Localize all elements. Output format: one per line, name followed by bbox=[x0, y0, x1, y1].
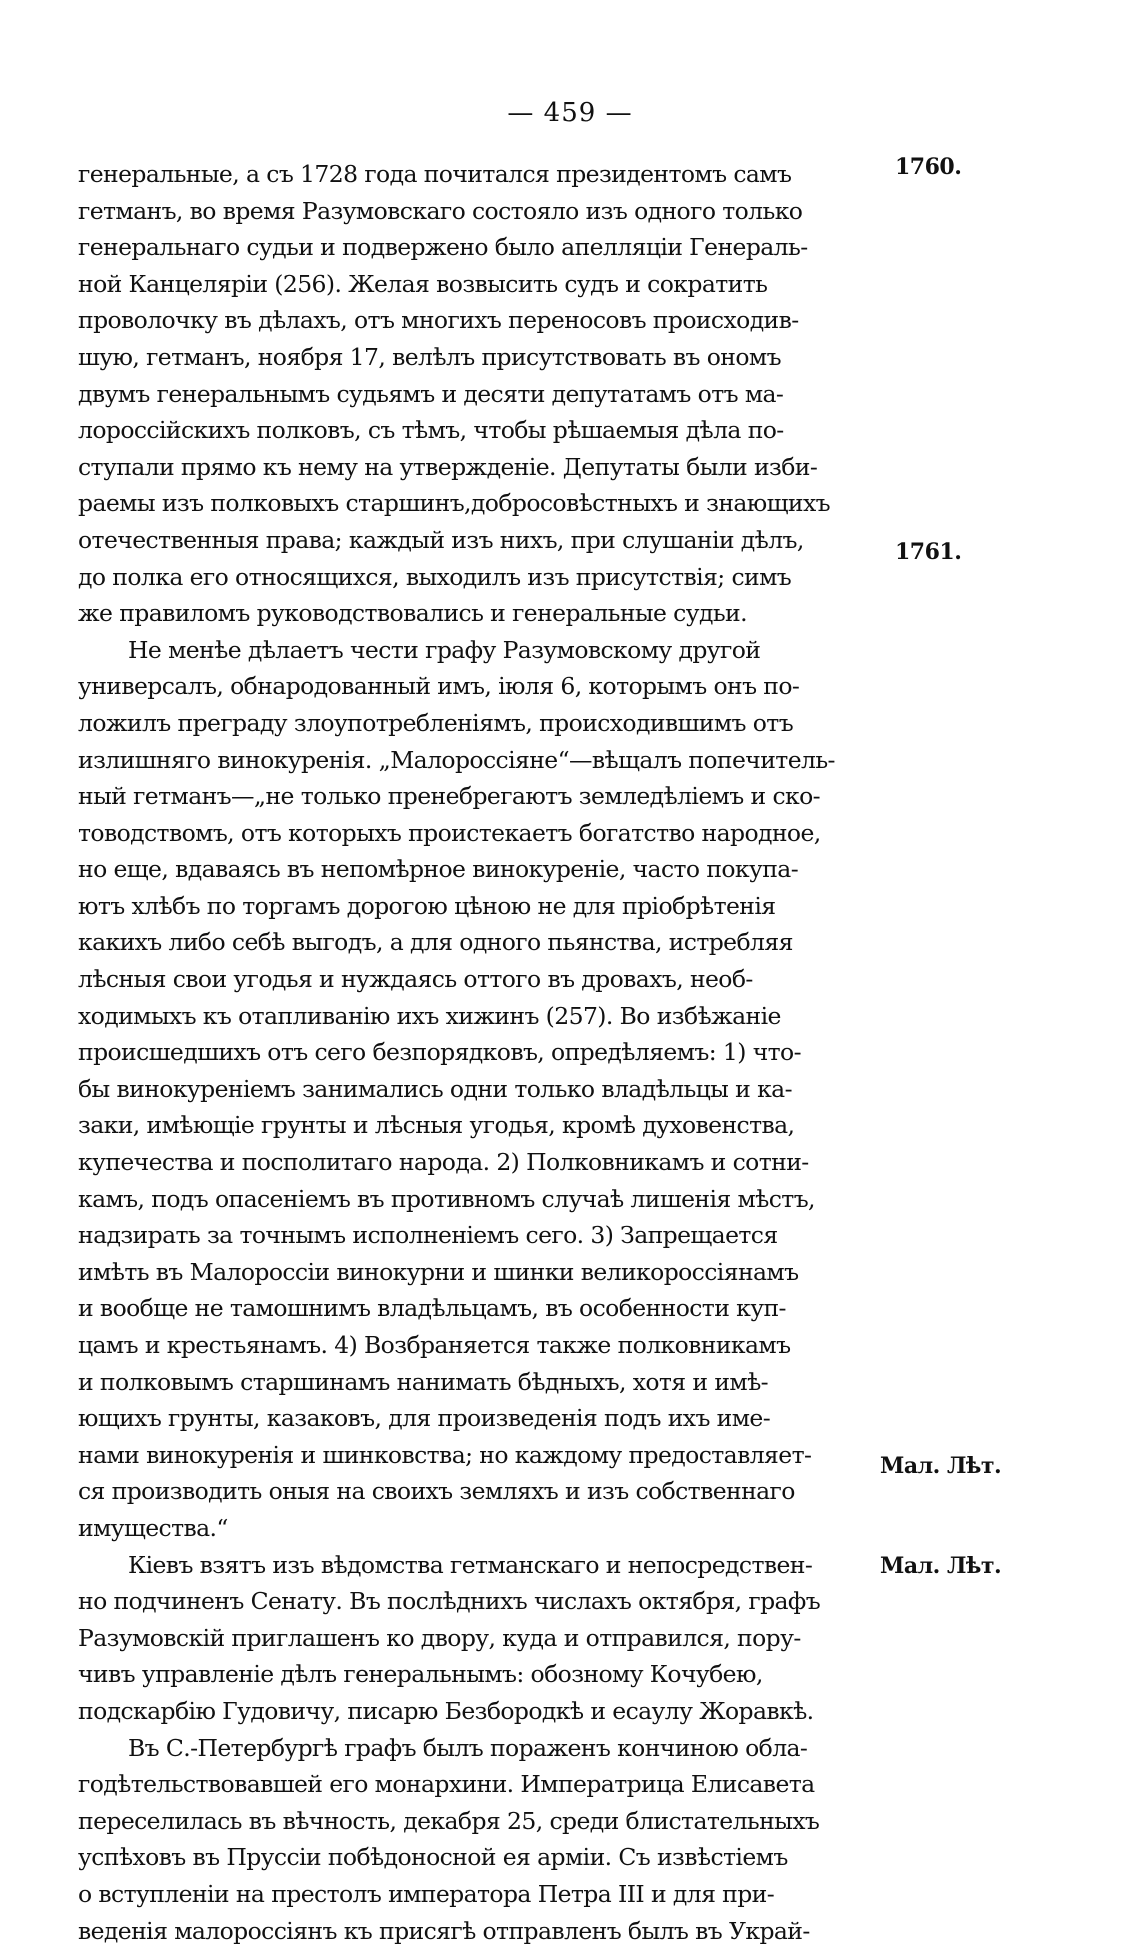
text-line: ный гетманъ—„не только пренебрегаютъ земледѣліемъ и ско- bbox=[78, 778, 858, 815]
text-line: универсалъ, обнародованный имъ, іюля 6, которымъ онъ по- bbox=[78, 668, 858, 705]
margin-year-1761: 1761. bbox=[895, 539, 961, 565]
text-line: какихъ либо себѣ выгодъ, а для одного пьянства, истребляя bbox=[78, 924, 858, 961]
text-line: цамъ и крестьянамъ. 4) Возбраняется также полковникамъ bbox=[78, 1327, 858, 1364]
margin-year-1760: 1760. bbox=[895, 154, 961, 180]
paragraph-start-line: Не менѣе дѣлаетъ чести графу Разумовскому другой bbox=[78, 632, 858, 669]
text-line: проволочку въ дѣлахъ, отъ многихъ переносовъ происходив- bbox=[78, 302, 858, 339]
text-line: же правиломъ руководствовались и генеральные судьи. bbox=[78, 595, 858, 632]
text-line: раемы изъ полковыхъ старшинъ,добросовѣстныхъ и знающихъ bbox=[78, 485, 858, 522]
text-line: ходимыхъ къ отапливанію ихъ хижинъ (257). Во избѣжаніе bbox=[78, 998, 858, 1035]
text-line: купечества и посполитаго народа. 2) Полковникамъ и сотни- bbox=[78, 1144, 858, 1181]
text-line: ся производить оныя на своихъ земляхъ и изъ собственнаго bbox=[78, 1473, 858, 1510]
text-line: успѣховъ въ Пруссіи побѣдоносной ея арміи. Съ извѣстіемъ bbox=[78, 1839, 858, 1876]
text-line: ютъ хлѣбъ по торгамъ дорогою цѣною не для пріобрѣтенія bbox=[78, 888, 858, 925]
text-line: надзирать за точнымъ исполненіемъ сего. 3) Запрещается bbox=[78, 1217, 858, 1254]
margin-source-mal-let-2: Мал. Лѣт. bbox=[880, 1553, 1001, 1579]
text-line: чивъ управленіе дѣлъ генеральнымъ: обозному Кочубею, bbox=[78, 1656, 858, 1693]
text-line: отечественныя права; каждый изъ нихъ, при слушаніи дѣлъ, bbox=[78, 522, 858, 559]
text-line: двумъ генеральнымъ судьямъ и десяти депутатамъ отъ ма- bbox=[78, 376, 858, 413]
text-line: шую, гетманъ, ноября 17, велѣлъ присутствовать въ ономъ bbox=[78, 339, 858, 376]
text-line: генеральные, а съ 1728 года почитался президентомъ самъ bbox=[78, 156, 858, 193]
text-line: и полковымъ старшинамъ нанимать бѣдныхъ, хотя и имѣ- bbox=[78, 1364, 858, 1401]
paragraph-start-line: Кіевъ взятъ изъ вѣдомства гетманскаго и непосредствен- bbox=[78, 1547, 858, 1584]
text-line: товодствомъ, отъ которыхъ проистекаетъ богатство народное, bbox=[78, 815, 858, 852]
body-text bbox=[78, 156, 858, 1949]
text-line: до полка его относящихся, выходилъ изъ присутствія; симъ bbox=[78, 559, 858, 596]
text-line: подскарбію Гудовичу, писарю Безбородкѣ и есаулу Жоравкѣ. bbox=[78, 1693, 858, 1730]
text-line: имущества.“ bbox=[78, 1510, 858, 1547]
text-line: и вообще не тамошнимъ владѣльцамъ, въ особенности куп- bbox=[78, 1290, 858, 1327]
text-line: заки, имѣющіе грунты и лѣсныя угодья, кромѣ духовенства, bbox=[78, 1107, 858, 1144]
paragraph-start-line: Въ С.-Петербургѣ графъ былъ пораженъ кончиною обла- bbox=[78, 1730, 858, 1767]
text-line: происшедшихъ отъ сего безпорядковъ, опредѣляемъ: 1) что- bbox=[78, 1034, 858, 1071]
text-line: имѣть въ Малороссіи винокурни и шинки великороссіянамъ bbox=[78, 1254, 858, 1291]
margin-source-mal-let-1: Мал. Лѣт. bbox=[880, 1453, 1001, 1479]
text-line: веденія малороссіянъ къ присягѣ отправленъ былъ въ Украй- bbox=[78, 1913, 858, 1949]
text-line: ющихъ грунты, казаковъ, для произведенія подъ ихъ име- bbox=[78, 1400, 858, 1437]
text-line: но подчиненъ Сенату. Въ послѣднихъ числахъ октября, графъ bbox=[78, 1583, 858, 1620]
text-line: ной Канцеляріи (256). Желая возвысить судъ и сократить bbox=[78, 266, 858, 303]
text-line: ступали прямо къ нему на утвержденіе. Депутаты были изби- bbox=[78, 449, 858, 486]
text-line: нами винокуренія и шинковства; но каждому предоставляет- bbox=[78, 1437, 858, 1474]
text-line: о вступленіи на престолъ императора Петра III и для при- bbox=[78, 1876, 858, 1913]
text-line: переселилась въ вѣчность, декабря 25, среди блистательныхъ bbox=[78, 1803, 858, 1840]
page-number: — 459 — bbox=[0, 98, 1140, 128]
text-line: камъ, подъ опасеніемъ въ противномъ случаѣ лишенія мѣстъ, bbox=[78, 1181, 858, 1218]
text-line: гетманъ, во время Разумовскаго состояло изъ одного только bbox=[78, 193, 858, 230]
text-line: бы винокуреніемъ занимались одни только владѣльцы и ка- bbox=[78, 1071, 858, 1108]
text-line: годѣтельствовавшей его монархини. Императрица Елисавета bbox=[78, 1766, 858, 1803]
text-line: ложилъ преграду злоупотребленіямъ, происходившимъ отъ bbox=[78, 705, 858, 742]
text-line: Разумовскій приглашенъ ко двору, куда и отправился, пору- bbox=[78, 1620, 858, 1657]
text-line: излишняго винокуренія. „Малороссіяне“—вѣщалъ попечитель- bbox=[78, 742, 858, 779]
text-line: генеральнаго судьи и подвержено было апелляціи Генераль- bbox=[78, 229, 858, 266]
text-line: но еще, вдаваясь въ непомѣрное винокуреніе, часто покупа- bbox=[78, 851, 858, 888]
text-line: лѣсныя свои угодья и нуждаясь оттого въ дровахъ, необ- bbox=[78, 961, 858, 998]
text-line: лороссійскихъ полковъ, съ тѣмъ, чтобы рѣшаемыя дѣла по- bbox=[78, 412, 858, 449]
